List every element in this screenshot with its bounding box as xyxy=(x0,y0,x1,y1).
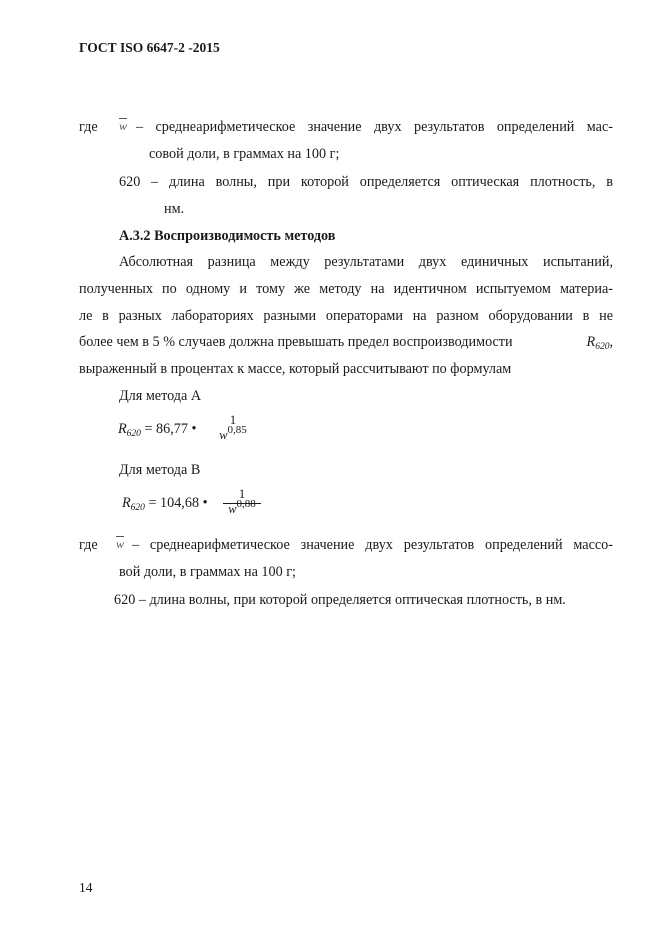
paragraph-text: более чем в 5 % случаев должна превышать предел воспроизводимости xyxy=(79,334,513,350)
paragraph-line xyxy=(79,334,613,351)
where-line: вой доли, в граммах на 100 г; xyxy=(119,564,297,580)
reproducibility-symbol: $R_{620}$, xyxy=(586,334,613,352)
where-line: – длина волны, при которой определяется оптическая плотность, в xyxy=(151,174,613,190)
method-b-label: Для метода В xyxy=(119,462,201,478)
paragraph-line: полученных по одному и тому же методу на идентичном испытуемом материа- xyxy=(79,281,613,297)
formula-a-fraction: 1 w0,85 xyxy=(219,413,247,442)
where-label: где xyxy=(79,537,98,553)
where-line: совой доли, в граммах на 100 г; xyxy=(149,146,340,162)
where-line: – среднеарифметическое значение двух результатов определений массо- xyxy=(132,537,613,553)
formula-b-fraction: 1 w0,88 xyxy=(223,487,261,520)
where-line: 620 – длина волны, при которой определяется оптическая плотность, в нм. xyxy=(114,592,566,608)
section-heading: А.3.2 Воспроизводимость методов xyxy=(119,228,336,244)
w-mean-symbol: $\overline{w}$ xyxy=(116,537,125,551)
document-header: ГОСТ ISO 6647-2 -2015 xyxy=(79,40,220,55)
paragraph-line: выраженный в процентах к массе, который рассчитывают по формулам xyxy=(79,361,512,377)
wavelength-symbol: 620 xyxy=(119,174,141,190)
method-a-label: Для метода А xyxy=(119,388,202,404)
w-mean-symbol: $\overline{w}$ xyxy=(119,119,128,133)
where-line: – среднеарифметическое значение двух результатов определений мас- xyxy=(136,119,613,135)
formula-a: $R_{620} = 86,77$ • xyxy=(118,421,197,439)
page-number: 14 xyxy=(79,880,93,895)
paragraph-line: Абсолютная разница между результатами двух единичных испытаний, xyxy=(119,254,613,270)
formula-b: $R_{620} = 104,68$ • xyxy=(122,495,208,513)
where-line: нм. xyxy=(164,201,185,217)
paragraph-line: ле в разных лабораториях разными операторами на разном оборудовании в не xyxy=(79,308,613,324)
where-label: где xyxy=(79,119,98,135)
